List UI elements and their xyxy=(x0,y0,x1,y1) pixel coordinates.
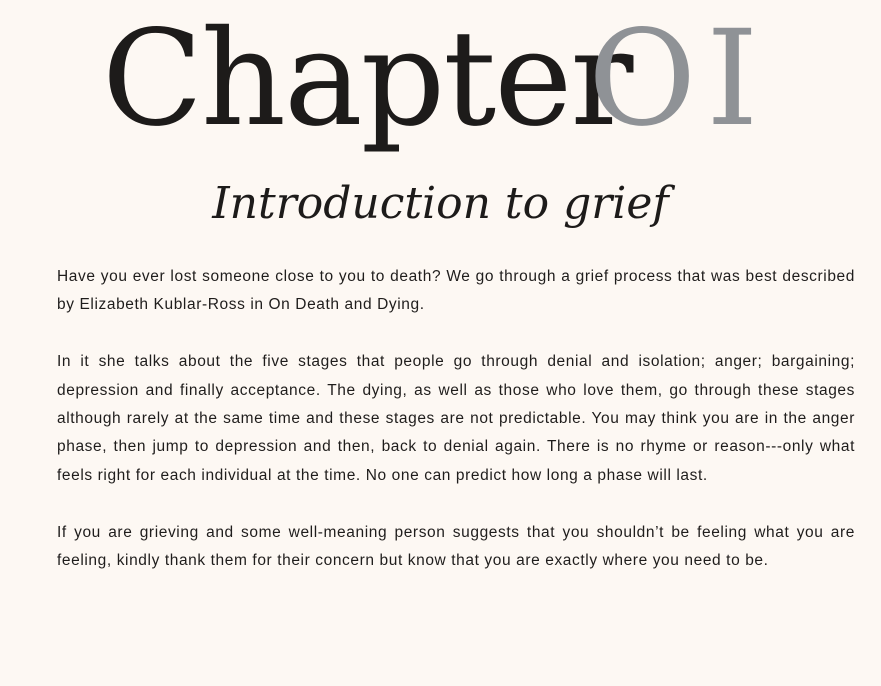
paragraph: In it she talks about the five stages that people go through denial and isolation; anger; bargaining; depression and finally acceptance. The dying, as well as those who love them, go through these stages although rarely at the same time and these stages are not predictable. You may think you are in the anger phase, then jump to depression and then, back to denial again. There is no rhyme or reason---only what feels right for each individual at the time. No one can predict how long a phase will last. xyxy=(57,353,855,484)
paragraph: If you are grieving and some well-meaning person suggests that you shouldn’t be feeling what you are feeling, kindly thank them for their concern but know that you are exactly where you need to be. xyxy=(57,523,855,570)
chapter-subtitle: Introduction to grief xyxy=(212,178,669,229)
chapter-word: Chapter xyxy=(102,2,632,156)
paragraph: Have you ever lost someone close to you to death? We go through a grief process that was best described by Elizabeth Kublar-Ross in On Death and Dying. xyxy=(57,268,855,314)
chapter-number: OI xyxy=(588,2,769,156)
body-text xyxy=(57,263,855,604)
chapter-heading xyxy=(0,0,881,170)
